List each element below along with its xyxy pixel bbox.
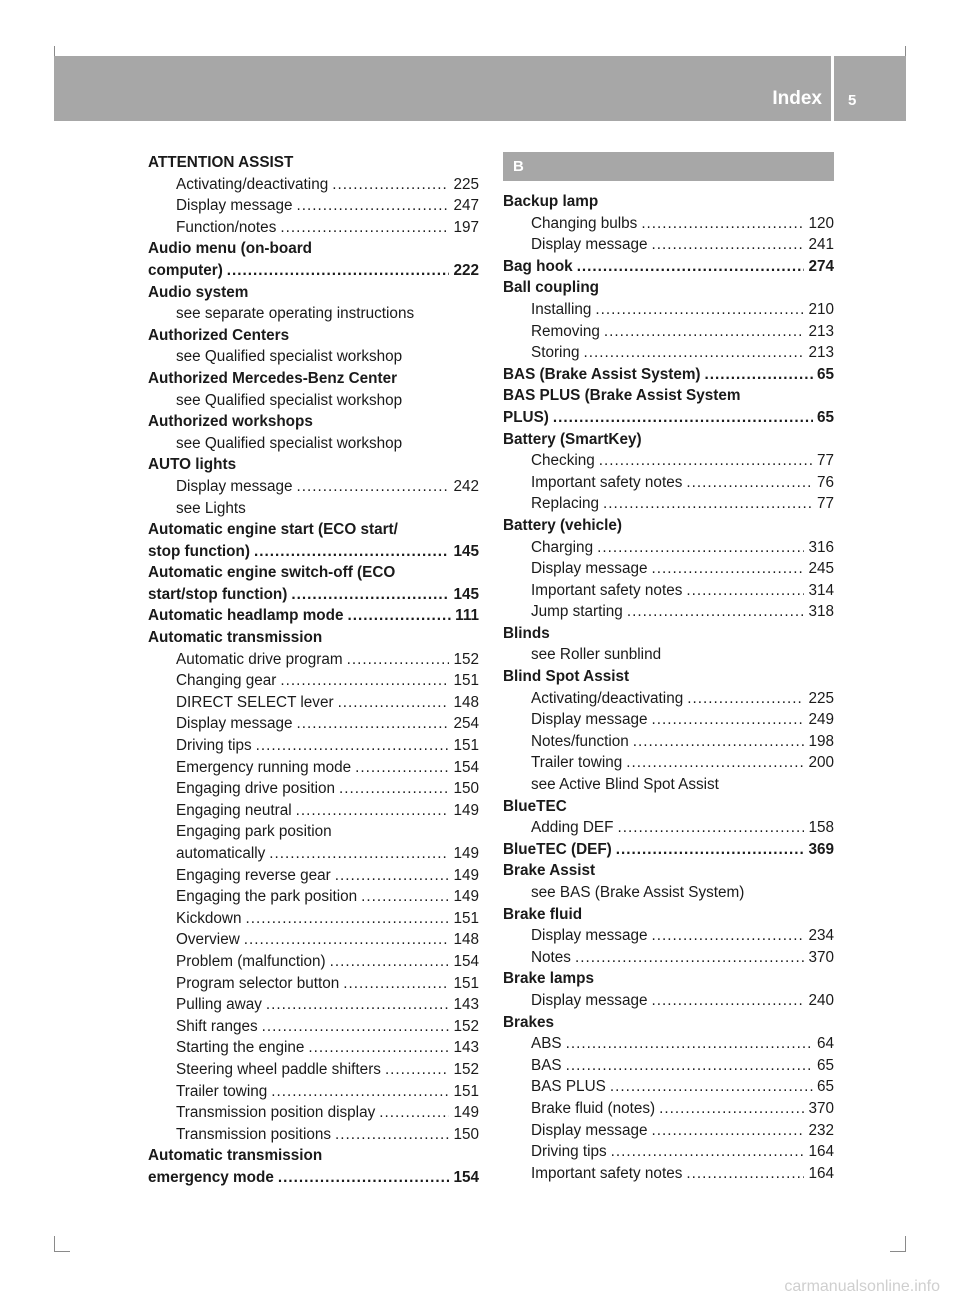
index-subentry: see separate operating instructions	[176, 305, 415, 323]
page-reference[interactable]: 145	[453, 585, 479, 603]
index-subentry[interactable]	[148, 800, 479, 822]
page-reference[interactable]: 65	[816, 1078, 834, 1096]
dot-leader	[686, 580, 804, 602]
dot-leader	[278, 1167, 450, 1189]
dot-leader	[269, 843, 449, 865]
index-heading: Battery (vehicle)	[503, 516, 623, 534]
entry-text: Shift ranges	[176, 1017, 258, 1035]
index-heading: Audio system	[148, 283, 249, 301]
entry-text: Adding DEF	[531, 819, 614, 837]
page-reference[interactable]: 164	[808, 1143, 834, 1161]
index-subentry[interactable]	[503, 688, 834, 710]
page-reference[interactable]: 213	[808, 344, 834, 362]
index-subentry[interactable]	[503, 450, 834, 472]
dot-leader	[338, 692, 450, 714]
page-reference[interactable]: 65	[816, 1056, 834, 1074]
index-heading[interactable]	[503, 256, 834, 278]
index-subentry[interactable]	[148, 757, 479, 779]
crop-mark	[890, 1251, 906, 1252]
dot-leader	[597, 537, 804, 559]
entry-text: Steering wheel paddle shifters	[176, 1060, 381, 1078]
page-reference[interactable]: 152	[453, 1017, 479, 1035]
crop-mark	[905, 1236, 906, 1252]
page-reference[interactable]: 149	[453, 1104, 479, 1122]
index-heading: Brake Assist	[503, 862, 596, 880]
page-reference[interactable]: 254	[453, 715, 479, 733]
entry-text: Program selector button	[176, 974, 340, 992]
page-reference[interactable]: 111	[455, 607, 479, 625]
page-reference[interactable]: 245	[808, 560, 834, 578]
page-reference[interactable]: 369	[808, 840, 834, 858]
entry-text: stop function)	[148, 542, 250, 560]
index-heading: Brake fluid	[503, 905, 583, 923]
index-heading: Blinds	[503, 624, 550, 642]
index-subentry[interactable]	[148, 735, 479, 757]
page-reference[interactable]: 370	[808, 1099, 834, 1117]
entry-text: Display message	[531, 991, 648, 1009]
page-reference[interactable]: 225	[808, 689, 834, 707]
dot-leader	[603, 493, 813, 515]
index-heading: Ball coupling	[503, 279, 600, 297]
dot-leader	[659, 1098, 804, 1120]
dot-leader	[343, 973, 449, 995]
index-subentry[interactable]	[148, 713, 479, 735]
index-subentry[interactable]	[503, 321, 834, 343]
entry-text: Overview	[176, 931, 240, 949]
entry-text: Automatic headlamp mode	[148, 607, 344, 625]
entry-text: Function/notes	[176, 218, 277, 236]
header-separator	[831, 56, 834, 121]
index-subentry: see Roller sunblind	[531, 646, 662, 664]
page-reference[interactable]: 151	[453, 672, 479, 690]
dot-leader	[296, 713, 449, 735]
dot-leader	[705, 364, 813, 386]
entry-text: Driving tips	[531, 1143, 607, 1161]
index-heading: Backup lamp	[503, 193, 599, 210]
entry-text: Trailer towing	[176, 1082, 268, 1100]
page-reference[interactable]: 314	[808, 581, 834, 599]
dot-leader	[686, 472, 813, 494]
entry-text: Display message	[176, 715, 293, 733]
index-subentry: Engaging park position	[176, 823, 332, 841]
index-subentry[interactable]	[503, 731, 834, 753]
entry-text: Transmission positions	[176, 1125, 332, 1143]
index-subentry[interactable]	[503, 234, 834, 256]
entry-text: Transmission position display	[176, 1104, 376, 1122]
entry-text: Storing	[531, 344, 580, 362]
page-reference[interactable]: 158	[808, 819, 834, 837]
entry-text: Installing	[531, 300, 592, 318]
page-reference[interactable]: 148	[453, 693, 479, 711]
index-subentry[interactable]	[503, 1033, 834, 1055]
crop-mark	[54, 1236, 55, 1252]
page-reference[interactable]: 76	[816, 473, 834, 491]
page-reference[interactable]: 65	[816, 365, 834, 383]
dot-leader	[599, 450, 813, 472]
dot-leader	[339, 778, 449, 800]
entry-text: Brake fluid (notes)	[531, 1099, 656, 1117]
index-subentry[interactable]	[148, 476, 479, 498]
dot-leader	[227, 260, 450, 282]
entry-text: Important safety notes	[531, 1164, 683, 1182]
dot-leader	[245, 908, 449, 930]
index-subentry[interactable]	[148, 670, 479, 692]
index-column-right	[503, 152, 834, 1184]
index-subentry: see Qualified specialist workshop	[176, 391, 403, 409]
page-reference[interactable]: 240	[808, 991, 834, 1009]
index-subentry[interactable]	[148, 843, 479, 865]
dot-leader	[262, 1016, 450, 1038]
dot-leader	[575, 947, 805, 969]
page-reference[interactable]: 210	[808, 300, 834, 318]
entry-text: Important safety notes	[531, 473, 683, 491]
index-heading: Automatic engine switch-off (ECO	[148, 564, 396, 582]
page-reference[interactable]: 232	[808, 1121, 834, 1139]
index-heading: BlueTEC	[503, 797, 567, 815]
entry-text: BAS (Brake Assist System)	[503, 365, 701, 383]
index-subentry[interactable]	[148, 1081, 479, 1103]
dot-leader	[610, 1076, 813, 1098]
entry-text: Display message	[531, 236, 648, 254]
entry-text: Automatic drive program	[176, 650, 343, 668]
dot-leader	[641, 213, 804, 235]
index-subentry[interactable]	[148, 692, 479, 714]
page-reference[interactable]: 198	[808, 732, 834, 750]
page-reference[interactable]: 154	[453, 1168, 479, 1186]
index-heading: Authorized Centers	[148, 326, 290, 344]
dot-leader	[651, 234, 804, 256]
index-heading[interactable]	[148, 260, 479, 282]
entry-text: Engaging neutral	[176, 801, 292, 819]
dot-leader	[553, 407, 813, 429]
index-heading[interactable]	[503, 407, 834, 429]
dot-leader	[348, 605, 452, 627]
entry-text: Emergency running mode	[176, 758, 352, 776]
index-heading: Authorized Mercedes-Benz Center	[148, 369, 398, 387]
index-entries-b	[503, 191, 834, 1184]
page-reference[interactable]: 274	[808, 257, 834, 275]
index-subentry[interactable]	[503, 990, 834, 1012]
entry-text: BlueTEC (DEF)	[503, 840, 612, 858]
dot-leader	[633, 731, 805, 753]
dot-leader	[686, 1163, 804, 1185]
page-reference[interactable]: 150	[453, 780, 479, 798]
index-subentry[interactable]	[148, 865, 479, 887]
entry-text: Replacing	[531, 495, 600, 513]
entry-text: Removing	[531, 322, 600, 340]
index-heading: Automatic engine start (ECO start/	[148, 521, 398, 539]
crop-mark	[54, 1251, 70, 1252]
index-heading: Brake lamps	[503, 970, 594, 988]
entry-text: Changing bulbs	[531, 214, 638, 232]
index-column-left	[148, 152, 479, 1189]
page-reference[interactable]: 151	[453, 1082, 479, 1100]
entry-text: Display message	[176, 477, 293, 495]
index-heading[interactable]	[148, 541, 479, 563]
page-reference[interactable]: 222	[453, 261, 479, 279]
entry-text: Important safety notes	[531, 581, 683, 599]
index-heading: Automatic transmission	[148, 1147, 323, 1165]
index-subentry[interactable]	[503, 537, 834, 559]
entry-text: Display message	[531, 711, 648, 729]
dot-leader	[296, 476, 449, 498]
dot-leader	[385, 1059, 450, 1081]
page-reference[interactable]: 247	[453, 197, 479, 215]
dot-leader	[626, 752, 804, 774]
index-subentry[interactable]	[503, 709, 834, 731]
dot-leader	[566, 1055, 813, 1077]
index-heading[interactable]	[148, 605, 479, 627]
dot-leader	[616, 839, 805, 861]
dot-leader	[379, 1102, 449, 1124]
index-subentry: see Qualified specialist workshop	[176, 434, 403, 452]
index-heading: Authorized workshops	[148, 413, 313, 431]
index-heading: Blind Spot Assist	[503, 668, 630, 686]
page-reference[interactable]: 145	[453, 542, 479, 560]
page-reference[interactable]: 213	[808, 322, 834, 340]
index-heading: ATTENTION ASSIST	[148, 154, 294, 171]
index-subentry[interactable]	[148, 1016, 479, 1038]
index-subentry: see Lights	[176, 499, 246, 517]
dot-leader	[651, 990, 804, 1012]
entry-text: Display message	[531, 1121, 648, 1139]
entry-text: Charging	[531, 538, 594, 556]
section-title: Index	[772, 88, 822, 109]
index-heading[interactable]	[503, 364, 834, 386]
page-reference[interactable]: 148	[453, 931, 479, 949]
entry-text: Checking	[531, 452, 595, 470]
page-reference[interactable]: 370	[808, 948, 834, 966]
index-heading: Automatic transmission	[148, 629, 323, 647]
entry-text: Bag hook	[503, 257, 573, 275]
index-subentry[interactable]	[503, 1163, 834, 1185]
dot-leader	[566, 1033, 813, 1055]
dot-leader	[347, 649, 450, 671]
letter-heading-b: B	[503, 152, 834, 181]
index-subentry[interactable]	[148, 1124, 479, 1146]
index-heading: Brakes	[503, 1013, 555, 1031]
page-reference[interactable]: 197	[453, 218, 479, 236]
page-reference[interactable]: 149	[453, 801, 479, 819]
index-subentry: see Active Blind Spot Assist	[531, 776, 719, 794]
entry-text: Driving tips	[176, 737, 252, 755]
entry-text: Changing gear	[176, 672, 277, 690]
entry-text: Jump starting	[531, 603, 623, 621]
page-reference[interactable]: 152	[453, 1060, 479, 1078]
page-reference[interactable]: 316	[808, 538, 834, 556]
entry-text: Display message	[531, 560, 648, 578]
entry-text: BAS PLUS	[531, 1078, 606, 1096]
index-subentry[interactable]	[503, 817, 834, 839]
page-reference[interactable]: 149	[453, 866, 479, 884]
entry-text: Activating/deactivating	[176, 175, 329, 193]
entry-text: start/stop function)	[148, 585, 288, 603]
entry-text: Trailer towing	[531, 754, 623, 772]
entry-text: Engaging the park position	[176, 888, 358, 906]
dot-leader	[296, 195, 449, 217]
dot-leader	[355, 757, 449, 779]
index-subentry[interactable]	[503, 925, 834, 947]
entry-text: Pulling away	[176, 996, 262, 1014]
index-heading[interactable]	[148, 1167, 479, 1189]
page-reference[interactable]: 149	[453, 888, 479, 906]
index-subentry[interactable]	[503, 472, 834, 494]
index-subentry: see Qualified specialist workshop	[176, 348, 403, 366]
index-subentry[interactable]	[148, 951, 479, 973]
index-subentry[interactable]	[503, 342, 834, 364]
index-subentry[interactable]	[503, 1055, 834, 1077]
index-subentry[interactable]	[148, 649, 479, 671]
page-reference[interactable]: 242	[453, 477, 479, 495]
index-subentry[interactable]	[148, 1037, 479, 1059]
entry-text: Display message	[176, 197, 293, 215]
dot-leader	[651, 925, 804, 947]
index-subentry[interactable]	[503, 1120, 834, 1142]
index-subentry[interactable]	[148, 973, 479, 995]
page-reference[interactable]: 234	[808, 927, 834, 945]
entry-text: Engaging drive position	[176, 780, 336, 798]
index-heading[interactable]	[148, 584, 479, 606]
entry-text: computer)	[148, 261, 223, 279]
index-subentry[interactable]	[503, 493, 834, 515]
page-reference[interactable]: 149	[453, 845, 479, 862]
dot-leader	[595, 299, 804, 321]
dot-leader	[687, 688, 804, 710]
dot-leader	[280, 217, 449, 239]
index-subentry[interactable]	[148, 929, 479, 951]
page-reference[interactable]: 120	[808, 214, 834, 232]
index-subentry[interactable]	[503, 947, 834, 969]
dot-leader	[335, 865, 450, 887]
entry-text: Starting the engine	[176, 1039, 305, 1057]
page-reference[interactable]: 143	[453, 996, 479, 1014]
index-subentry[interactable]	[503, 580, 834, 602]
dot-leader	[651, 558, 804, 580]
index-heading[interactable]	[503, 839, 834, 861]
entry-text: PLUS)	[503, 408, 549, 426]
dot-leader	[583, 342, 804, 364]
index-subentry[interactable]	[148, 1059, 479, 1081]
dot-leader	[651, 709, 804, 731]
page-reference[interactable]: 154	[453, 758, 479, 776]
dot-leader	[332, 174, 449, 196]
index-subentry[interactable]	[148, 195, 479, 217]
dot-leader	[266, 994, 450, 1016]
dot-leader	[244, 929, 450, 951]
page-reference[interactable]: 318	[808, 603, 834, 621]
index-subentry[interactable]	[148, 1102, 479, 1124]
index-heading: Battery (SmartKey)	[503, 430, 642, 448]
entry-text: Activating/deactivating	[531, 689, 684, 707]
dot-leader	[335, 1124, 449, 1146]
page-reference[interactable]: 200	[808, 754, 834, 772]
index-subentry[interactable]	[503, 213, 834, 235]
index-subentry[interactable]	[503, 752, 834, 774]
entry-text: DIRECT SELECT lever	[176, 693, 334, 711]
entry-text: automatically	[176, 845, 266, 862]
page-reference[interactable]: 151	[453, 737, 479, 755]
page-reference[interactable]: 77	[816, 495, 834, 513]
index-subentry[interactable]	[148, 174, 479, 196]
entry-text: Engaging reverse gear	[176, 866, 331, 884]
dot-leader	[577, 256, 805, 278]
index-subentry[interactable]	[503, 1141, 834, 1163]
dot-leader	[611, 1141, 805, 1163]
dot-leader	[291, 584, 449, 606]
index-heading: AUTO lights	[148, 456, 237, 474]
index-heading: BAS PLUS (Brake Assist System	[503, 387, 741, 405]
page-reference[interactable]: 241	[808, 236, 834, 254]
page-reference[interactable]: 151	[453, 909, 479, 927]
entry-text: Kickdown	[176, 909, 242, 927]
page-reference[interactable]: 64	[816, 1035, 834, 1053]
index-subentry[interactable]	[503, 558, 834, 580]
dot-leader	[296, 800, 450, 822]
entry-text: Notes	[531, 948, 571, 966]
page-reference[interactable]: 249	[808, 711, 834, 729]
index-subentry[interactable]	[503, 601, 834, 623]
entry-text: ABS	[531, 1035, 562, 1053]
dot-leader	[308, 1037, 449, 1059]
dot-leader	[604, 321, 805, 343]
index-subentry[interactable]	[503, 299, 834, 321]
page-reference[interactable]: 150	[453, 1125, 479, 1143]
crop-mark	[54, 46, 55, 56]
index-subentry[interactable]	[148, 886, 479, 908]
page-reference[interactable]: 225	[453, 175, 479, 193]
entry-text: Display message	[531, 927, 648, 945]
index-subentry[interactable]	[503, 1076, 834, 1098]
entry-text: BAS	[531, 1056, 562, 1074]
dot-leader	[256, 735, 450, 757]
dot-leader	[254, 541, 450, 563]
page-reference[interactable]: 164	[808, 1164, 834, 1182]
entry-text: emergency mode	[148, 1168, 274, 1186]
page-reference[interactable]: 154	[453, 952, 479, 970]
index-subentry: see BAS (Brake Assist System)	[531, 884, 745, 901]
index-subentry[interactable]	[503, 1098, 834, 1120]
index-subentry[interactable]	[148, 994, 479, 1016]
page-reference[interactable]: 152	[453, 650, 479, 668]
entry-text: Notes/function	[531, 732, 629, 750]
dot-leader	[617, 817, 804, 839]
page-reference[interactable]: 77	[816, 452, 834, 470]
index-subentry[interactable]	[148, 908, 479, 930]
watermark: carmanualsonline.info	[784, 1278, 940, 1295]
dot-leader	[627, 601, 805, 623]
page-number: 5	[848, 92, 857, 109]
page-reference[interactable]: 65	[816, 408, 834, 426]
dot-leader	[271, 1081, 449, 1103]
crop-mark	[905, 46, 906, 56]
page-reference[interactable]: 143	[453, 1039, 479, 1057]
dot-leader	[330, 951, 450, 973]
dot-leader	[361, 886, 449, 908]
dot-leader	[280, 670, 449, 692]
entry-text: Problem (malfunction)	[176, 952, 326, 970]
page-reference[interactable]: 151	[453, 974, 479, 992]
index-subentry[interactable]	[148, 217, 479, 239]
index-subentry[interactable]	[148, 778, 479, 800]
dot-leader	[651, 1120, 804, 1142]
index-heading: Audio menu (on-board	[148, 240, 312, 258]
